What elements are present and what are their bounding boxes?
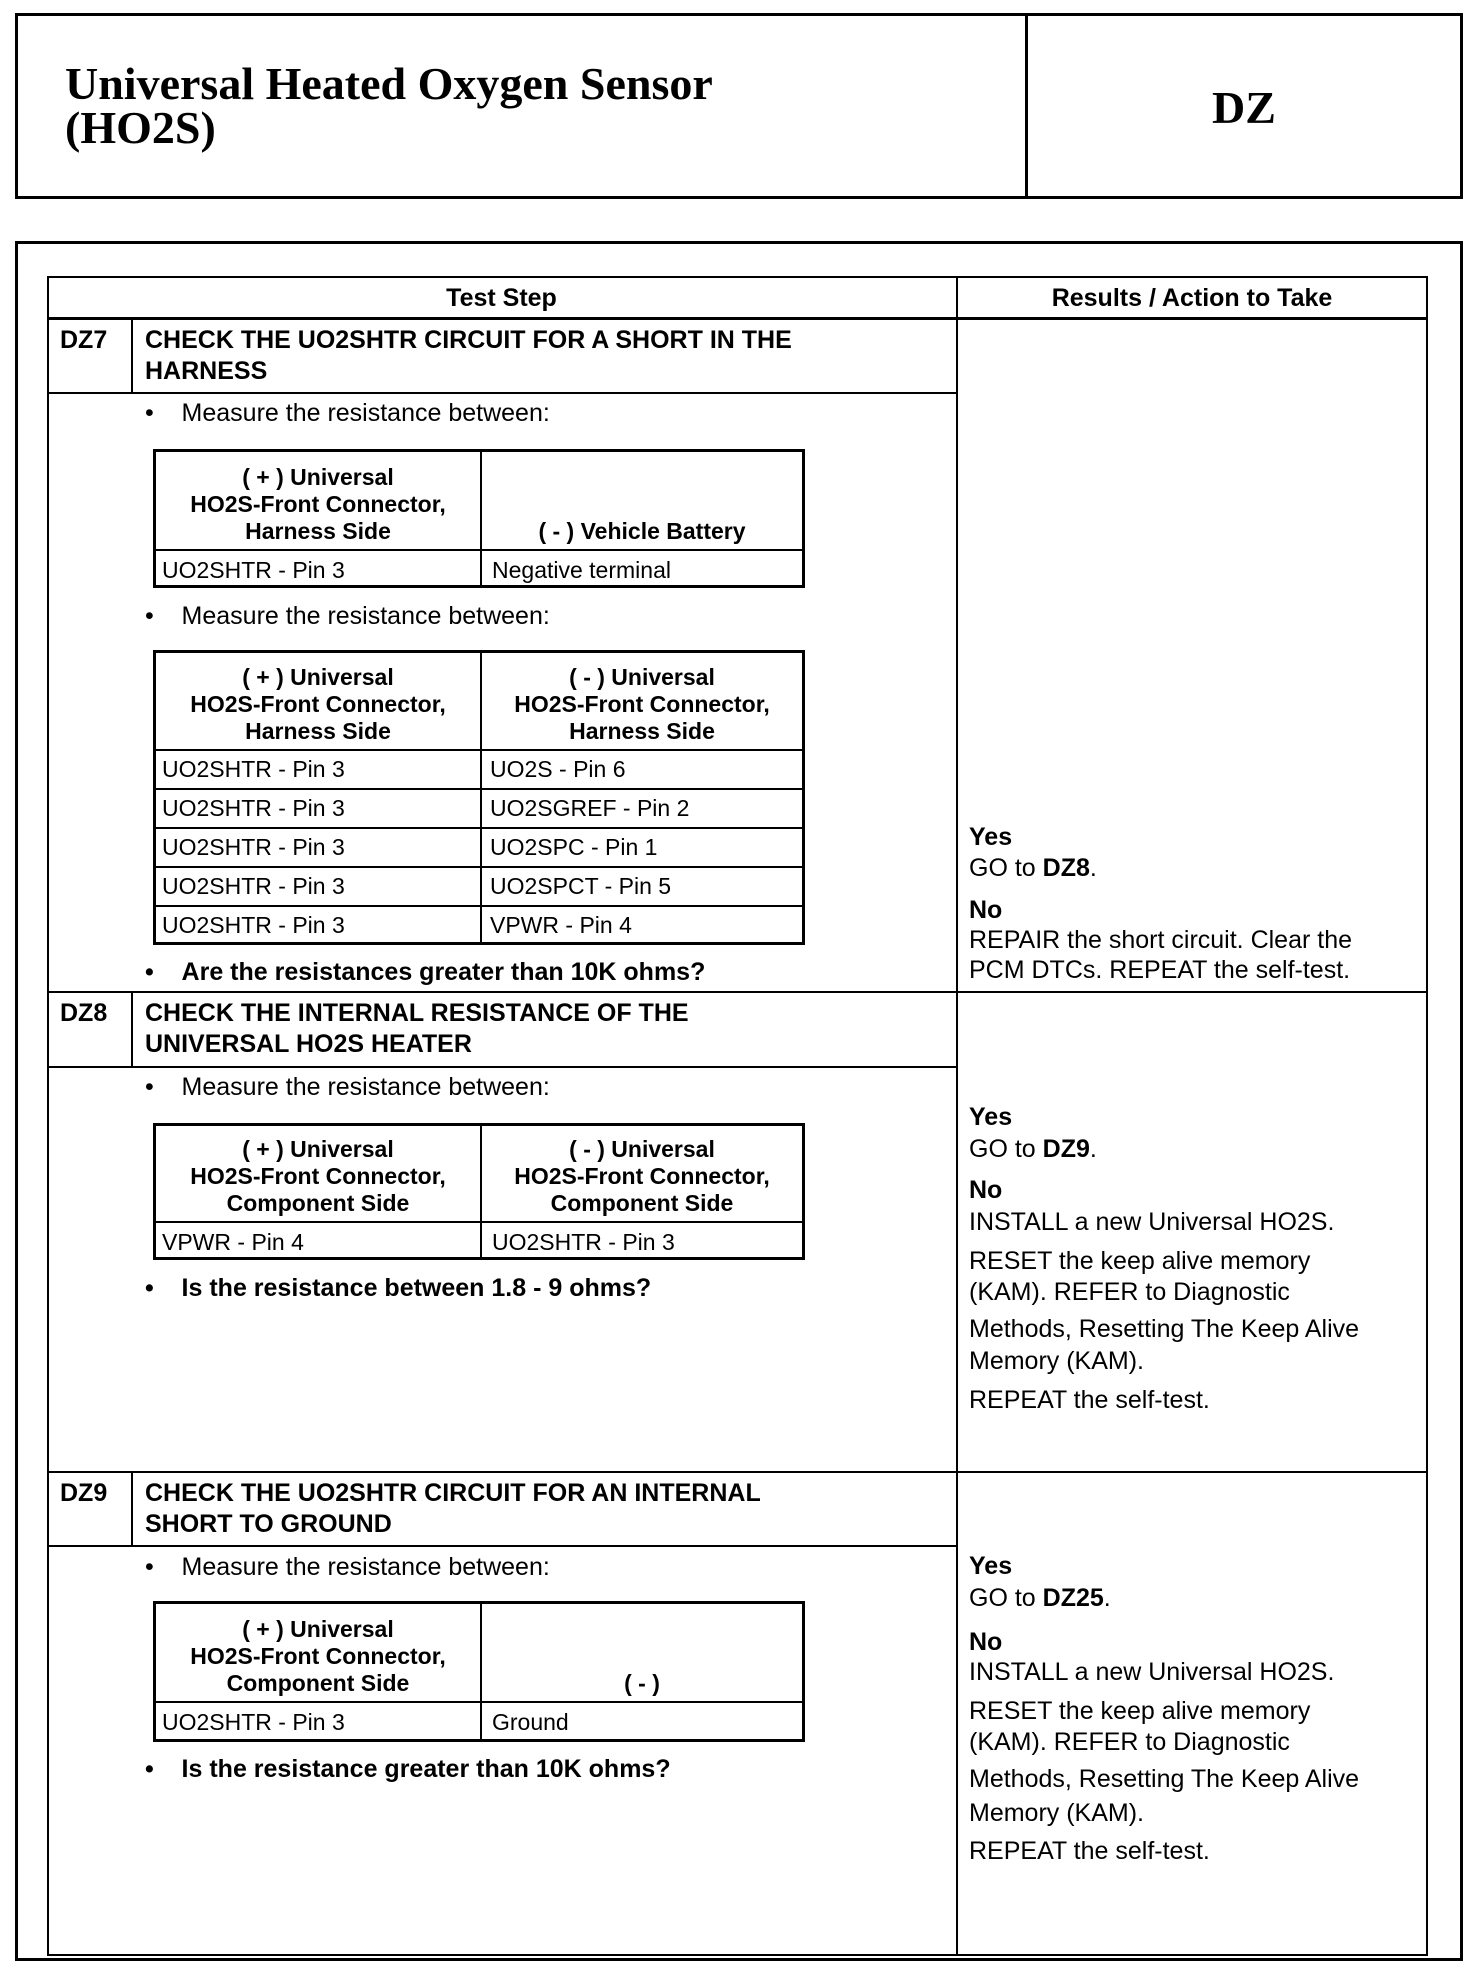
cell: UO2SHTR - Pin 3 xyxy=(162,756,345,782)
header-negative: ( - ) xyxy=(480,1604,802,1701)
step-id: DZ8 xyxy=(60,999,108,1027)
cell: UO2SHTR - Pin 3 xyxy=(480,1221,675,1260)
bullet-item: • Measure the resistance between: xyxy=(145,399,550,427)
cell: UO2SPCT - Pin 5 xyxy=(490,873,672,899)
goto-step-link[interactable]: DZ25 xyxy=(1042,1584,1104,1612)
title-line-2: (HO2S) xyxy=(65,102,216,153)
step-title-rule xyxy=(47,1066,956,1068)
step-id-divider xyxy=(131,1471,133,1545)
step-title-rule xyxy=(47,392,956,394)
row-separator xyxy=(47,991,1428,993)
result-no-action: RESET the keep alive memory xyxy=(969,1247,1311,1275)
measurement-table xyxy=(153,1123,805,1260)
step-id: DZ9 xyxy=(60,1479,108,1507)
result-no-action: (KAM). REFER to Diagnostic xyxy=(969,1728,1290,1756)
result-no-action: Methods, Resetting The Keep Alive xyxy=(969,1315,1360,1343)
cell: Negative terminal xyxy=(480,549,671,588)
row-separator xyxy=(47,1471,1428,1473)
result-yes-action: GO to DZ9. xyxy=(969,1135,1097,1163)
result-yes-action: GO to DZ25. xyxy=(969,1584,1111,1612)
bullet-item: • Measure the resistance between: xyxy=(145,602,550,630)
result-no-label: No xyxy=(969,896,1003,924)
goto-step-link[interactable]: DZ9 xyxy=(1042,1135,1090,1163)
page-title xyxy=(65,58,713,153)
cell: UO2S - Pin 6 xyxy=(490,756,626,782)
result-no-action: Methods, Resetting The Keep Alive xyxy=(969,1765,1360,1793)
result-yes-action: GO to DZ8. xyxy=(969,854,1097,882)
cell: UO2SHTR - Pin 3 xyxy=(162,873,345,899)
header-negative: ( - ) Vehicle Battery xyxy=(480,452,802,549)
header-negative: ( - ) Universal HO2S-Front Connector, Harness Side xyxy=(480,653,802,749)
cell: UO2SHTR - Pin 3 xyxy=(162,557,345,583)
result-no-action: PCM DTCs. REPEAT the self-test. xyxy=(969,956,1351,984)
col-test-step: Test Step xyxy=(446,284,557,312)
bullet-item: • Measure the resistance between: xyxy=(145,1073,550,1101)
step-title: CHECK THE UO2SHTR CIRCUIT FOR A SHORT IN THE HARNESS xyxy=(145,326,792,385)
result-no-action: (KAM). REFER to Diagnostic xyxy=(969,1278,1290,1306)
column-divider xyxy=(956,276,958,1956)
cell: VPWR - Pin 4 xyxy=(490,912,632,938)
header-positive: ( + ) Universal HO2S-Front Connector, Component Side xyxy=(190,1616,446,1696)
section-code: DZ xyxy=(1212,82,1276,133)
title-line-1: Universal Heated Oxygen Sensor xyxy=(65,58,713,109)
result-no-action: INSTALL a new Universal HO2S. xyxy=(969,1208,1335,1236)
measurement-table xyxy=(153,650,805,945)
bullet-item: • Measure the resistance between: xyxy=(145,1553,550,1581)
step-title: CHECK THE UO2SHTR CIRCUIT FOR AN INTERNAL SHORT TO GROUND xyxy=(145,1479,761,1538)
cell: UO2SHTR - Pin 3 xyxy=(162,912,345,938)
result-no-action: Memory (KAM). xyxy=(969,1799,1144,1827)
step-title-rule xyxy=(47,1545,956,1547)
result-no-action: REPEAT the self-test. xyxy=(969,1837,1210,1865)
result-no-label: No xyxy=(969,1628,1003,1656)
question: • Is the resistance greater than 10K ohms? xyxy=(145,1755,671,1783)
step-id: DZ7 xyxy=(60,326,108,354)
cell: UO2SHTR - Pin 3 xyxy=(162,1709,345,1735)
step-id-divider xyxy=(131,318,133,392)
result-no-action: REPAIR the short circuit. Clear the xyxy=(969,926,1353,954)
cell: VPWR - Pin 4 xyxy=(162,1229,304,1255)
cell: UO2SGREF - Pin 2 xyxy=(490,795,690,821)
header-positive: ( + ) Universal HO2S-Front Connector, Harness Side xyxy=(190,664,446,744)
step-title: CHECK THE INTERNAL RESISTANCE OF THE UNIVERSAL HO2S HEATER xyxy=(145,999,689,1058)
measurement-table xyxy=(153,449,805,588)
header-positive: ( + ) Universal HO2S-Front Connector, Component Side xyxy=(190,1136,446,1216)
header-positive: ( + ) Universal HO2S-Front Connector, Harness Side xyxy=(190,464,446,544)
result-yes-label: Yes xyxy=(969,1103,1013,1131)
cell: Ground xyxy=(480,1701,569,1742)
cell: UO2SHTR - Pin 3 xyxy=(162,834,345,860)
result-no-action: Memory (KAM). xyxy=(969,1347,1144,1375)
result-no-label: No xyxy=(969,1176,1003,1204)
result-no-action: INSTALL a new Universal HO2S. xyxy=(969,1658,1335,1686)
measurement-table xyxy=(153,1601,805,1742)
result-yes-label: Yes xyxy=(969,823,1013,851)
col-results: Results / Action to Take xyxy=(1051,284,1333,312)
result-no-action: RESET the keep alive memory xyxy=(969,1697,1311,1725)
question: • Are the resistances greater than 10K ohms? xyxy=(145,958,706,986)
header-negative: ( - ) Universal HO2S-Front Connector, Component Side xyxy=(480,1126,802,1221)
cell: UO2SHTR - Pin 3 xyxy=(162,795,345,821)
result-yes-label: Yes xyxy=(969,1552,1013,1580)
goto-step-link[interactable]: DZ8 xyxy=(1042,854,1090,882)
result-no-action: REPEAT the self-test. xyxy=(969,1386,1210,1414)
question: • Is the resistance between 1.8 - 9 ohms? xyxy=(145,1274,652,1302)
step-id-divider xyxy=(131,991,133,1066)
header-rule xyxy=(47,317,1428,320)
cell: UO2SPC - Pin 1 xyxy=(490,834,658,860)
